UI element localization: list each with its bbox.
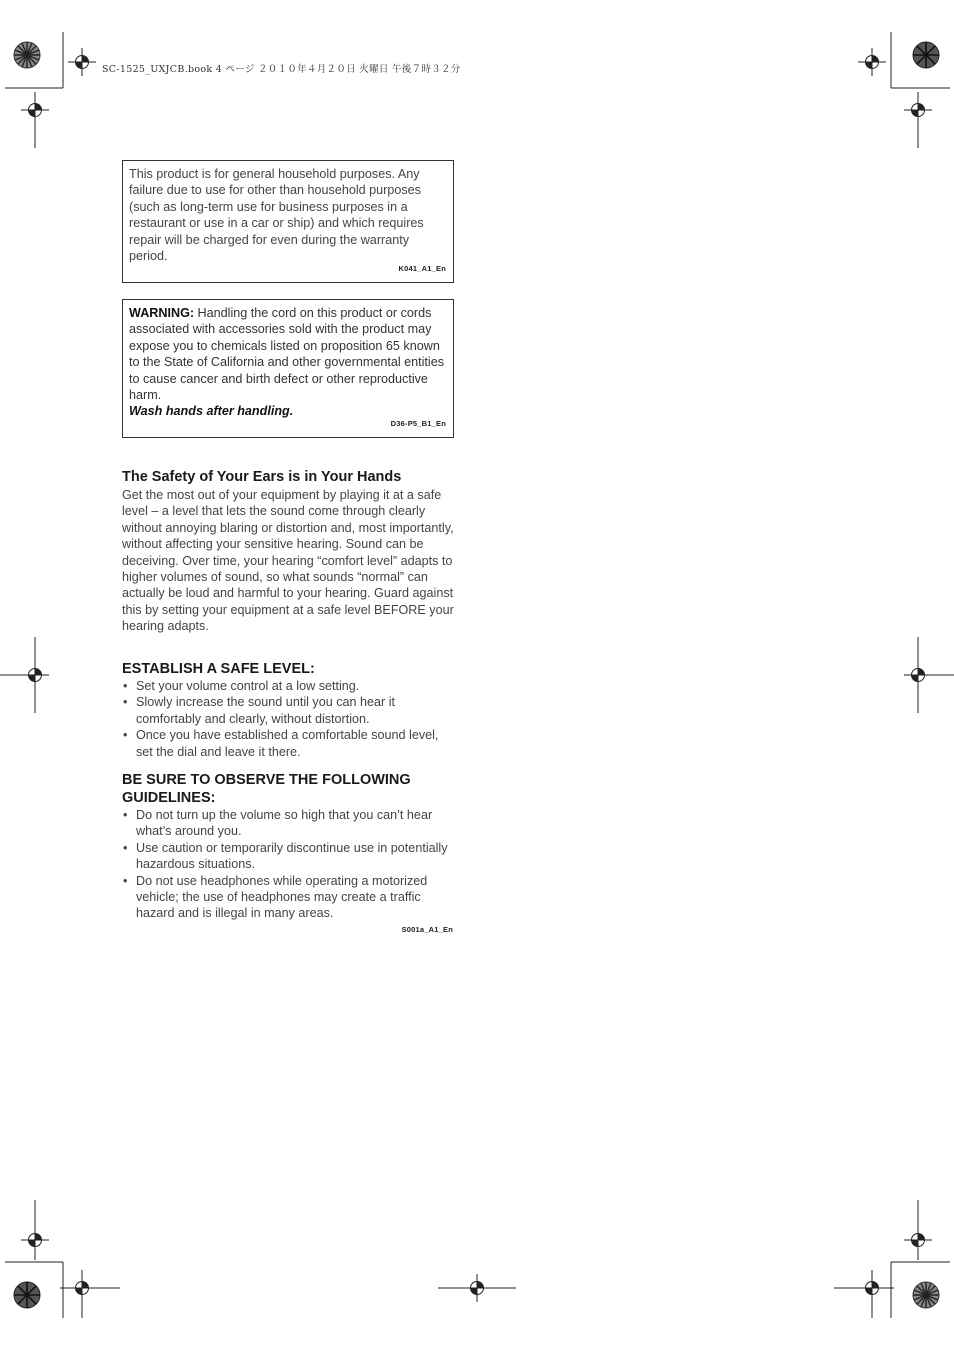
- wash-hands-note: Wash hands after handling.: [129, 404, 294, 419]
- list-item: • Do not use headphones while operating a motorized vehicle; the use of headphones may create a traffic hazard and is illegal in many areas.: [123, 873, 428, 921]
- ears-safety-section: [122, 468, 454, 635]
- guidelines-section: [122, 771, 454, 922]
- guidelines-list: [122, 807, 454, 922]
- list-item: • Use caution or temporarily discontinue use in potentially hazardous situations.: [123, 840, 448, 872]
- guidelines-heading: BE SURE TO OBSERVE THE FOLLOWING GUIDELINES:: [122, 772, 411, 806]
- warning-text: Handling the cord on this product or cords associated with accessories sold with the product may expose you to chemicals listed on proposition 65 known to the State of California and other governmental entities to cause cancer and birth defect or other reproductive harm.: [129, 306, 445, 403]
- bullet-icon: •: [123, 728, 128, 743]
- notice-code: K041_A1_En: [398, 263, 446, 273]
- registration-mark-icon: [68, 48, 96, 76]
- color-bar-icon: [913, 42, 939, 68]
- list-item: • Once you have established a comfortable sound level, set the dial and leave it there.: [123, 728, 439, 759]
- ears-safety-heading: The Safety of Your Ears is in Your Hands: [122, 469, 402, 485]
- warning-box: [122, 299, 454, 438]
- bullet-icon: •: [123, 695, 128, 710]
- color-bar-icon: [14, 42, 40, 68]
- color-bar-icon: [14, 1282, 40, 1308]
- bullet-icon: •: [123, 679, 128, 693]
- warning-label: WARNING:: [129, 306, 195, 320]
- guidelines-code: S001a_A1_En: [401, 925, 453, 934]
- color-bar-icon: [913, 1282, 939, 1308]
- warning-text-block: [129, 305, 447, 403]
- bullet-icon: •: [123, 808, 128, 822]
- list-item: • Do not turn up the volume so high that you can’t hear what’s around you.: [123, 808, 433, 839]
- household-notice-box: [122, 160, 454, 283]
- list-item: • Slowly increase the sound until you can hear it comfortably and clearly, without distortion.: [123, 695, 396, 726]
- bullet-icon: •: [123, 840, 128, 855]
- list-item: • Set your volume control at a low setting.: [123, 679, 360, 693]
- safe-level-section: [122, 660, 454, 760]
- warning-code: D36-P5_B1_En: [390, 418, 446, 428]
- safe-level-list: [122, 678, 454, 760]
- ears-safety-body: Get the most out of your equipment by playing it at a safe level – a level that lets the sound come through clearly without annoying blaring or distortion and, most importantly, without affecting your sensitive hearing. Sound can be deceiving. Over time, your hearing “comfort level” adapts to higher volumes of sound, so what sounds “normal” can actually be loud and harmful to your hearing. Guard against this by setting your equipment at a safe level BEFORE your hearing adapts.: [122, 488, 454, 634]
- safe-level-heading: ESTABLISH A SAFE LEVEL:: [122, 661, 315, 677]
- registration-mark-icon: [858, 48, 886, 76]
- book-header: SC-1525_UXJCB.book 4 ページ ２０１０年４月２０日 火曜日 午後７時３２分: [102, 64, 461, 75]
- household-notice-text: This product is for general household purposes. Any failure due to use for other than household purposes (such as long-term use for business purposes in a restaurant or use in a car or ship) and which requires repair will be charged for even during the warranty period.: [129, 167, 424, 264]
- bullet-icon: •: [123, 873, 128, 888]
